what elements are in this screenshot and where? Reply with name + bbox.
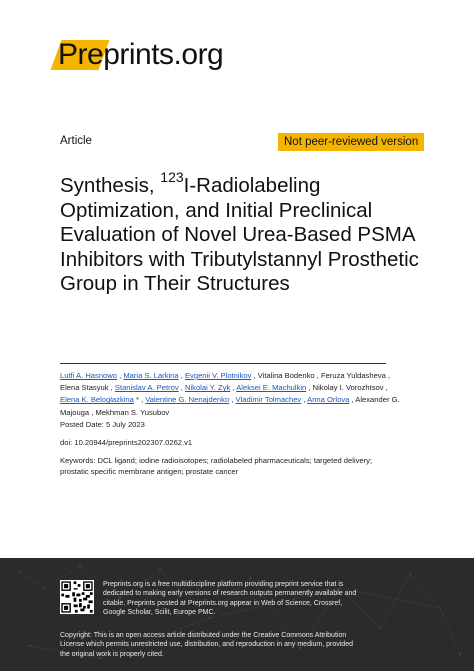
author-name: Vitalina Bodenko bbox=[257, 371, 315, 380]
author-separator: , bbox=[251, 371, 258, 380]
logo-text-post: prints.org bbox=[103, 38, 224, 71]
author-separator: , bbox=[301, 395, 308, 405]
author-separator: , bbox=[230, 383, 237, 393]
paper-title bbox=[60, 169, 430, 297]
author-name: Nikolay I. Vorozhtsov bbox=[312, 383, 384, 393]
title-superscript: 123 bbox=[160, 169, 184, 186]
author-name[interactable]: Lutfi A. Hasnowo bbox=[60, 371, 117, 380]
logo-text bbox=[58, 38, 223, 72]
author-separator: , bbox=[229, 395, 236, 405]
author-name[interactable]: Vladimir Tolmachev bbox=[235, 395, 302, 405]
author-list bbox=[60, 370, 400, 419]
author-separator: , bbox=[108, 383, 115, 393]
author-separator: , bbox=[383, 383, 388, 393]
title-part-1: Synthesis, bbox=[60, 174, 161, 197]
author-name[interactable]: Elena K. Beloglazkina bbox=[60, 395, 134, 405]
license-footer bbox=[0, 558, 474, 671]
author-name: Alexander G. Majouga bbox=[60, 395, 400, 417]
author-separator: , bbox=[178, 383, 185, 393]
author-name: Mekhman S. Yusubov bbox=[95, 407, 170, 417]
author-name[interactable]: Stanislav A. Petrov bbox=[114, 383, 179, 393]
author-name: Elena Stasyuk bbox=[60, 383, 109, 393]
peer-review-status-badge: Not peer-reviewed version bbox=[278, 133, 424, 151]
author-name[interactable]: Nikolai Y. Zyk bbox=[184, 383, 231, 393]
author-separator: * , bbox=[133, 395, 146, 405]
author-name[interactable]: Valentine G. Nenajdenko bbox=[145, 395, 230, 405]
logo-text-pre: Pre bbox=[58, 38, 104, 71]
keywords: Keywords: DCL ligand; iodine radioisotopes; radiolabeled pharmaceuticals; targeted delivery; prostatic specific membrane antigen; prostate cancer bbox=[60, 456, 373, 476]
footer-description: Preprints.org is a free multidiscipline platform providing preprint service that is dedicated to making early versions of research outputs permanently available and citable. Preprints posted at Preprints.org appear in Web of Science, Crossref, Google Scholar, Scilit, Europe PMC. bbox=[103, 581, 357, 617]
author-separator: , bbox=[89, 407, 96, 417]
preprints-logo[interactable] bbox=[44, 40, 244, 72]
article-type-label: Article bbox=[60, 135, 92, 147]
author-separator: , bbox=[117, 371, 124, 380]
qr-code-icon[interactable] bbox=[60, 580, 94, 614]
posted-date: Posted Date: 5 July 2023 bbox=[60, 420, 145, 429]
doi[interactable]: doi: 10.20944/preprints202307.0262.v1 bbox=[60, 438, 193, 447]
author-separator: , bbox=[349, 395, 356, 405]
author-name[interactable]: Evgenii V. Plotnikov bbox=[184, 371, 252, 380]
author-separator: , bbox=[385, 371, 391, 380]
author-name[interactable]: Aleksei E. Machulkin bbox=[236, 383, 307, 393]
author-name[interactable]: Maria S. Larkina bbox=[123, 371, 179, 380]
title-divider bbox=[60, 363, 386, 364]
author-separator: , bbox=[314, 371, 321, 380]
author-name: Feruza Yuldasheva bbox=[320, 371, 386, 380]
author-separator: , bbox=[306, 383, 313, 393]
author-name[interactable]: Anna Orlova bbox=[307, 395, 350, 405]
author-separator: , bbox=[178, 371, 185, 380]
footer-copyright: Copyright: This is an open access article distributed under the Creative Commons Attribution License which permits unrestricted use, distribution, and reproduction in any medium, provided the original work is properly cited. bbox=[60, 632, 353, 658]
title-part-2: I-Radiolabeling Optimization, and Initial Preclinical Evaluation of Novel Urea-Based PSMA Inhibitors with Tributylstannyl Prosthetic Group in Their Structures bbox=[60, 174, 419, 295]
